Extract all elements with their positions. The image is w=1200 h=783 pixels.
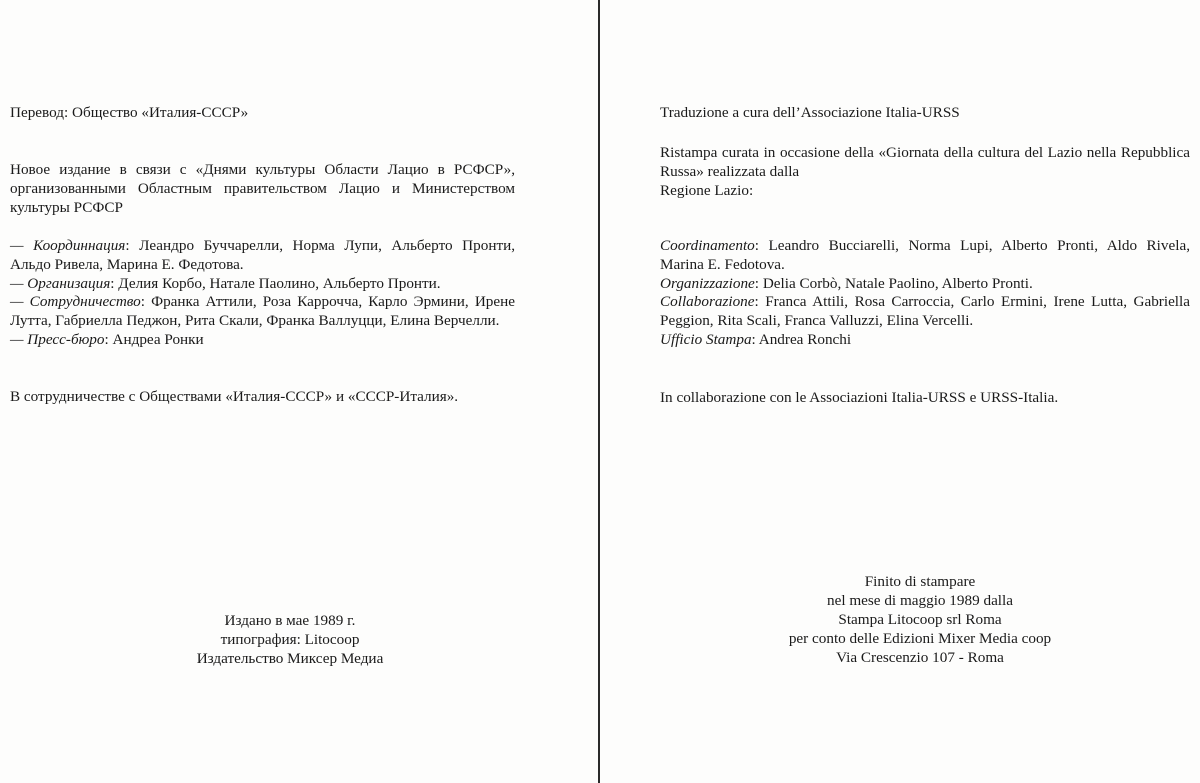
credit-names: : Delia Corbò, Natale Paolino, Alberto Pronti. xyxy=(754,274,1033,292)
left-colophon xyxy=(140,611,440,668)
right-colophon-line: Via Crescenzio 107 - Roma xyxy=(836,649,1004,666)
right-credits xyxy=(660,237,1190,350)
left-credit-organization xyxy=(10,275,515,294)
credit-names: : Leandro Bucciarelli, Norma Lupi, Alberto Pronti, Aldo Rivela, Marina E. Fedotova. xyxy=(660,237,1190,273)
credit-role: — Координнация xyxy=(10,237,126,254)
credit-names: : Franca Attili, Rosa Carroccia, Carlo Ermini, Irene Lutta, Gabriella Peggion, Rita Scali, Franca Valluzzi, Elina Vercelli. xyxy=(660,293,1190,330)
left-intro-text: Новое издание в связи с «Днями культуры Области Лацио в РСФСР», организованными Областным правительством Лацио и Министерством культуры РСФСР xyxy=(10,161,515,216)
credit-names: : Делия Корбо, Натале Паолино, Альберто Пронти. xyxy=(110,274,441,292)
credit-names: : Andrea Ronchi xyxy=(751,330,852,348)
left-translation-text: Перевод: Общество «Италия-СССР» xyxy=(10,104,249,121)
right-colophon-line: per conto delle Edizioni Mixer Media coop xyxy=(788,630,1052,647)
left-intro xyxy=(10,161,515,217)
right-colophon xyxy=(750,572,1090,667)
right-intro-region: Regione Lazio: xyxy=(660,181,754,199)
right-credit-coordination xyxy=(660,237,1190,275)
right-credit-press xyxy=(660,331,1190,350)
left-colophon-line: Издательство Миксер Медиа xyxy=(196,650,384,667)
right-collaboration-text: In collaborazione con le Associazioni Italia-URSS e URSS-Italia. xyxy=(660,389,1059,406)
credit-role: Collaborazione xyxy=(660,293,755,311)
right-collaboration-note xyxy=(660,389,1190,408)
left-colophon-line: Издано в мае 1989 г. xyxy=(224,612,356,629)
left-colophon-line: типография: Litocoop xyxy=(220,631,360,648)
right-colophon-line: Finito di stampare xyxy=(864,573,976,590)
right-translation-credit xyxy=(660,104,1190,123)
credit-names: : Франка Аттили, Роза Каррочча, Карло Эрмини, Ирене Лутта, Габриелла Педжон, Рита Скали, Франка Валлуцци, Елина Верчелли. xyxy=(10,293,515,330)
credit-role: Organizzazione xyxy=(660,274,755,292)
credit-role: Coordinamento xyxy=(660,237,755,254)
right-colophon-line: Stampa Litocoop srl Roma xyxy=(838,611,1002,628)
left-collaboration-note xyxy=(10,388,515,407)
right-credit-collaboration xyxy=(660,293,1190,331)
left-translation-credit xyxy=(10,104,515,123)
left-credit-coordination xyxy=(10,237,515,275)
left-credit-press xyxy=(10,331,515,350)
right-intro xyxy=(660,144,1190,200)
right-page xyxy=(600,0,1200,783)
left-credit-collaboration xyxy=(10,293,515,331)
left-page xyxy=(0,0,598,783)
credit-names: : Андреа Ронки xyxy=(104,330,204,348)
right-translation-text: Traduzione a cura dell’Associazione Italia-URSS xyxy=(660,104,960,121)
right-intro-text: Ristampa curata in occasione della «Giornata della cultura del Lazio nella Repubblica Russa» realizzata dalla xyxy=(660,144,1190,180)
right-colophon-line: nel mese di maggio 1989 dalla xyxy=(826,592,1013,609)
credit-role: — Организация xyxy=(10,274,111,292)
credit-role: — Пресс-бюро xyxy=(10,330,105,348)
left-credits xyxy=(10,237,515,350)
credit-names: : Леандро Буччарелли, Норма Лупи, Альберто Пронти, Альдо Ривела, Марина Е. Федотова. xyxy=(10,237,516,273)
credit-role: — Сотрудничество xyxy=(10,293,141,311)
right-credit-organization xyxy=(660,275,1190,294)
credit-role: Ufficio Stampa xyxy=(660,330,752,348)
left-collaboration-text: В сотрудничестве с Обществами «Италия-СССР» и «СССР-Италия». xyxy=(10,388,459,405)
